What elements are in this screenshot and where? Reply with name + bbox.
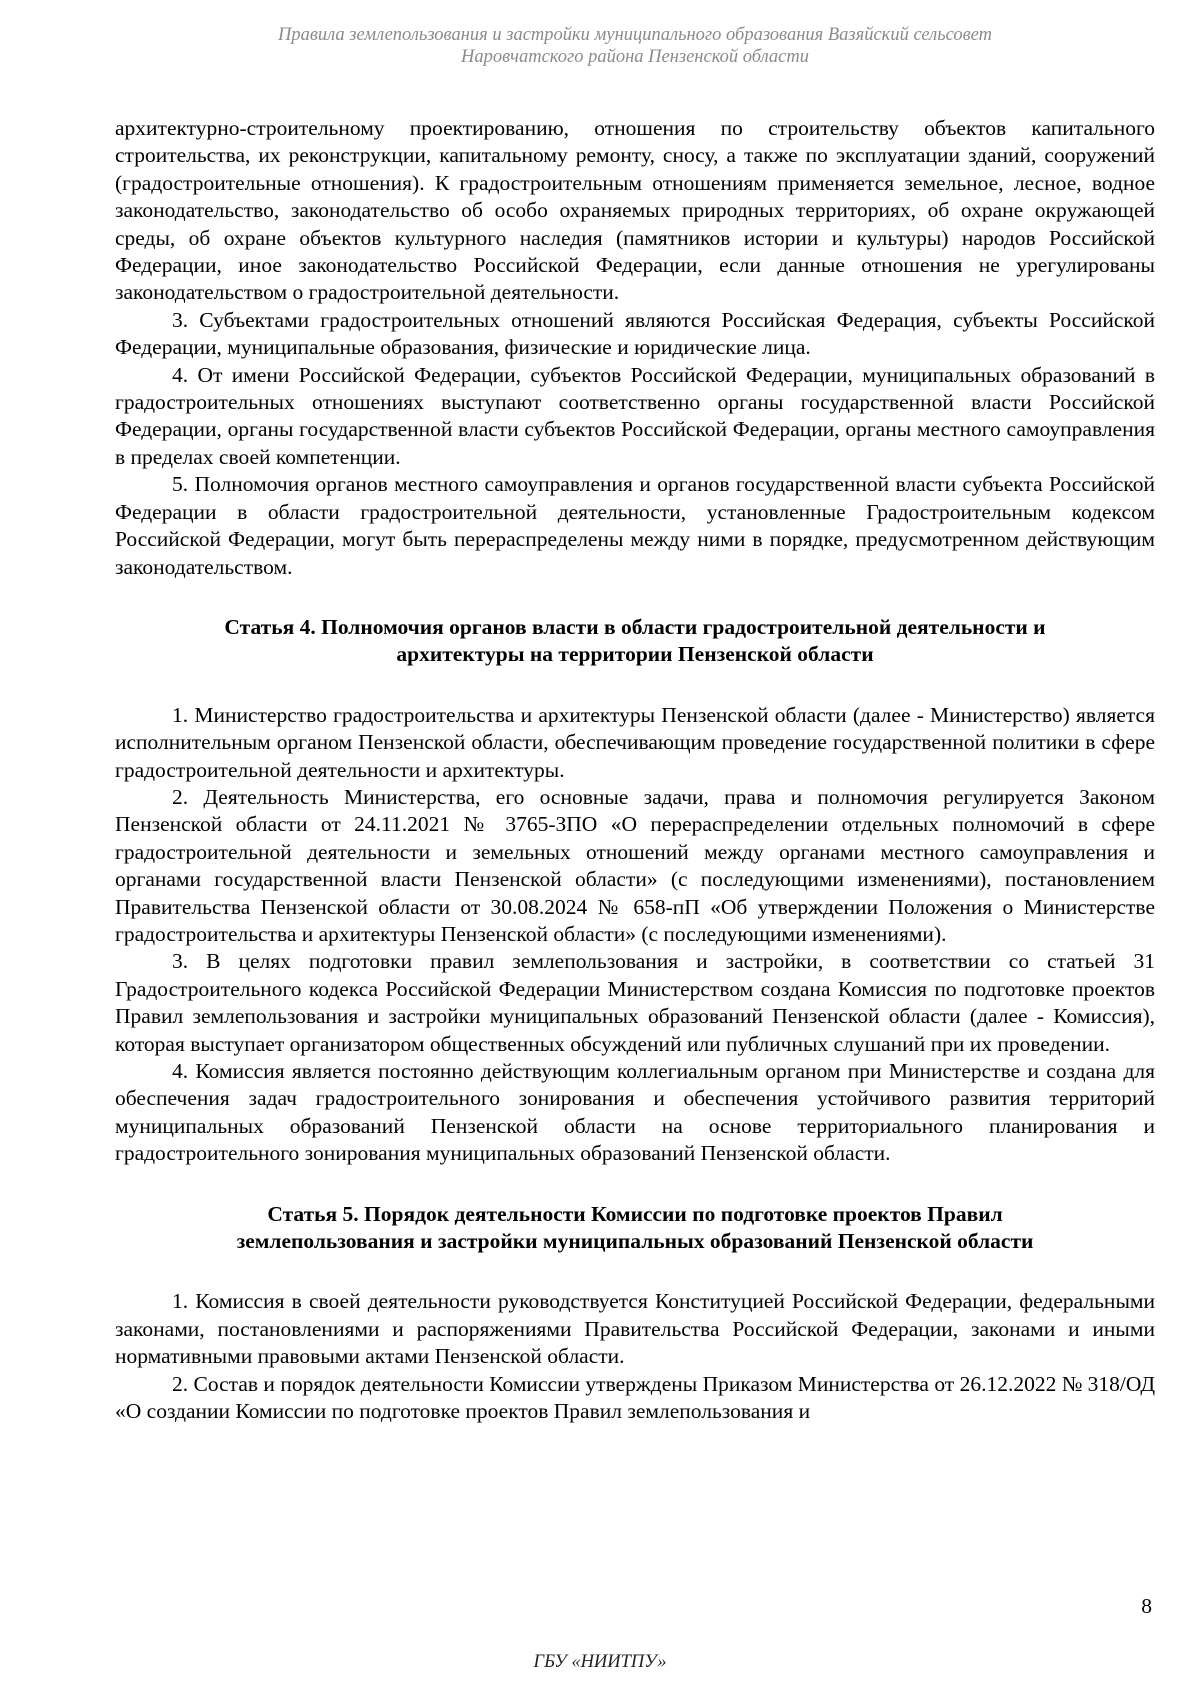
- paragraph: 1. Комиссия в своей деятельности руководствуется Конституцией Российской Федерации, федеральными законами, постановлениями и распоряжениями Правительства Российской Федерации, законами и иными нормативными правовыми актами Пензенской области.: [115, 1289, 1155, 1369]
- running-footer: ГБУ «НИИТПУ»: [533, 1652, 667, 1672]
- paragraph: 3. Субъектами градостроительных отношений являются Российская Федерация, субъекты Российской Федерации, муниципальные образования, физические и юридические лица.: [115, 307, 1155, 360]
- article-5-title-line-1: Статья 5. Порядок деятельности Комиссии по подготовке проектов Правил: [267, 1201, 1003, 1226]
- paragraph: 4. От имени Российской Федерации, субъектов Российской Федерации, муниципальных образований в градостроительных отношениях выступают соответственно органы государственной власти Российской Федерации, органы государственной власти субъектов Российской Федерации, органы местного самоуправления в пределах своей компетенции.: [115, 362, 1155, 469]
- running-header: [115, 24, 1155, 68]
- paragraph: 4. Комиссия является постоянно действующим коллегиальным органом при Министерстве и создана для обеспечения задач градостроительного зонирования и обеспечения устойчивого развития территорий муниципальных образований Пензенской области на основе территориального планирования и градостроительного зонирования муниципальных образований Пензенской области.: [115, 1059, 1155, 1166]
- paragraph: 2. Состав и порядок деятельности Комиссии утверждены Приказом Министерства от 26.12.2022 № 318/ОД «О создании Комиссии по подготовке проектов Правил землепользования и: [115, 1371, 1155, 1424]
- article-4-heading: [115, 614, 1155, 669]
- paragraph: 5. Полномочия органов местного самоуправления и органов государственной власти субъекта Российской Федерации в области градостроительной деятельности, установленные Градостроительным кодексом Российской Федерации, могут быть перераспределены между ними в порядке, предусмотренном действующим законодательством.: [115, 472, 1155, 579]
- article-4-title-line-2: архитектуры на территории Пензенской области: [396, 642, 874, 667]
- header-line-2: Наровчатского района Пензенской области: [461, 47, 809, 67]
- paragraph: архитектурно-строительному проектированию, отношения по строительству объектов капитального строительства, их реконструкции, капитальному ремонту, сносу, а также по эксплуатации зданий, сооружений (градостроительные отношения). К градостроительным отношениям применяется земельное, лесное, водное законодательство, законодательство об особо охраняемых природных территориях, об охране окружающей среды, об охране объектов культурного наследия (памятников истории и культуры) народов Российской Федерации, иное законодательство Российской Федерации, если данные отношения не урегулированы законодательством о градостроительной деятельности.: [115, 116, 1155, 305]
- article-4-title-line-1: Статья 4. Полномочия органов власти в области градостроительной деятельности и: [224, 614, 1046, 639]
- article-5-title-line-2: землепользования и застройки муниципальных образований Пензенской области: [236, 1229, 1034, 1254]
- page-number: 8: [1141, 1594, 1152, 1618]
- paragraph: 1. Министерство градостроительства и архитектуры Пензенской области (далее - Министерство) является исполнительным органом Пензенской области, обеспечивающим проведение государственной политики в сфере градостроительной деятельности и архитектуры.: [115, 702, 1155, 782]
- paragraph: 2. Деятельность Министерства, его основные задачи, права и полномочия регулируется Законом Пензенской области от 24.11.2021 № 3765-ЗПО «О перераспределении отдельных полномочий в сфере градостроительной деятельности и земельных отношений между органами местного самоуправления и органами государственной власти Пензенской области» (с последующими изменениями), постановлением Правительства Пензенской области от 30.08.2024 № 658-пП «Об утверждении Положения о Министерстве градостроительства и архитектуры Пензенской области» (с последующими изменениями).: [115, 784, 1155, 946]
- article-5-heading: [115, 1201, 1155, 1256]
- paragraph: 3. В целях подготовки правил землепользования и застройки, в соответствии со статьей 31 Градостроительного кодекса Российской Федерации Министерством создана Комиссия по подготовке проектов Правил землепользования и застройки муниципальных образований Пензенской области (далее - Комиссия), которая выступает организатором общественных обсуждений или публичных слушаний при их проведении.: [115, 949, 1155, 1056]
- document-body: [115, 115, 1155, 1425]
- header-line-1: Правила землепользования и застройки муниципального образования Вазяйский сельсовет: [277, 25, 993, 45]
